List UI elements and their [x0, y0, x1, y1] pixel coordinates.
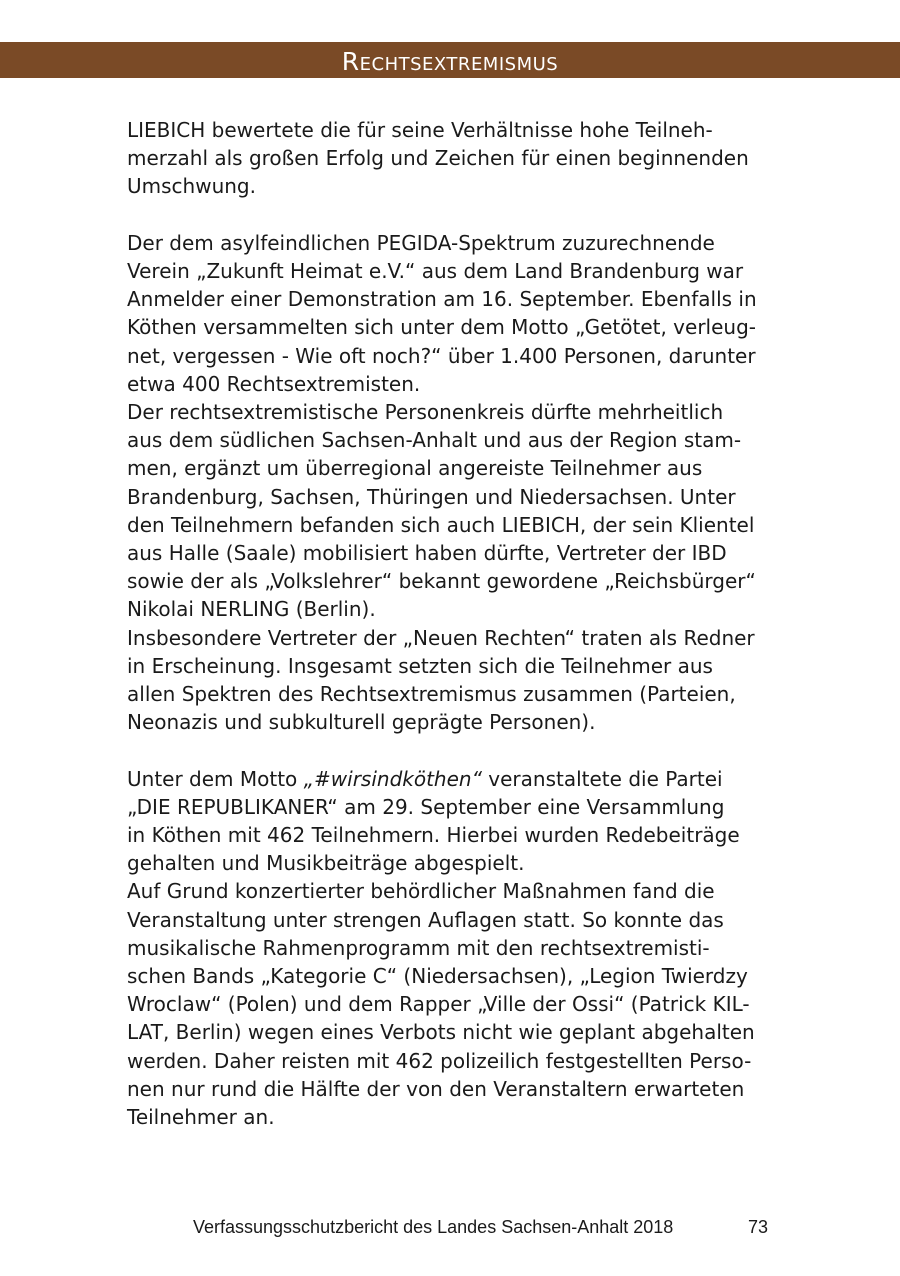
text-line: Veranstaltung unter strengen Auflagen statt. So konnte das	[127, 907, 724, 932]
motto-italic: „#wirsindköthen“	[303, 766, 482, 791]
text-line: Nikolai NERLING (Berlin).	[127, 597, 376, 622]
section-title: Rechtsextremismus	[341, 47, 559, 76]
text-line: Wroclaw“ (Polen) und dem Rapper „Ville der Ossi“ (Patrick KIL-	[127, 992, 750, 1017]
text-line: in Köthen mit 462 Teilnehmern. Hierbei wurden Redebeiträge	[127, 823, 740, 848]
paragraph-6	[127, 877, 777, 1131]
text-line: werden. Daher reisten mit 462 polizeilich festgestellten Perso-	[127, 1048, 752, 1073]
paragraph-4	[127, 624, 777, 737]
text-line: musikalische Rahmenprogramm mit den rechtsextremisti-	[127, 935, 710, 960]
paragraph-gap	[127, 736, 777, 764]
text-line: aus Halle (Saale) mobilisiert haben dürfte, Vertreter der IBD	[127, 541, 727, 566]
text-segment: veranstaltete die Partei	[481, 766, 723, 791]
text-line: Verein „Zukunft Heimat e.V.“ aus dem Land Brandenburg war	[127, 259, 744, 283]
text-line: men, ergänzt um überregional angereiste Teilnehmer aus	[127, 456, 703, 481]
text-line: sowie der als „Volkslehrer“ bekannt gewordene „Reichsbürger“	[127, 569, 756, 594]
paragraph-1	[127, 116, 777, 201]
text-line: Anmelder einer Demonstration am 16. September. Ebenfalls in	[127, 287, 757, 312]
text-line: schen Bands „Kategorie C“ (Niedersachsen), „Legion Twierdzy	[127, 964, 748, 989]
text-line: merzahl als großen Erfolg und Zeichen für einen beginnenden	[127, 146, 749, 171]
paragraph-gap	[127, 201, 777, 229]
text-line: gehalten und Musikbeiträge abgespielt.	[127, 851, 525, 876]
page-number: 73	[748, 1217, 769, 1237]
text-line: den Teilnehmern befanden sich auch LIEBICH, der sein Klientel	[127, 512, 755, 537]
text-line: etwa 400 Rechtsextremisten.	[127, 371, 421, 396]
text-line: Der dem asylfeindlichen PEGIDA-Spektrum zuzurechnende	[127, 230, 715, 255]
text-line: aus dem südlichen Sachsen-Anhalt und aus der Region stam-	[127, 428, 742, 453]
main-text	[127, 116, 777, 1131]
page-footer	[0, 1214, 900, 1240]
paragraph-2	[127, 229, 777, 398]
text-line: Insbesondere Vertreter der „Neuen Rechten“ traten als Redner	[127, 625, 755, 650]
text-line: Umschwung.	[127, 174, 256, 199]
text-line	[127, 765, 777, 793]
text-line: net, vergessen - Wie oft noch?“ über 1.400 Personen, darunter	[127, 343, 756, 368]
text-line: LAT, Berlin) wegen eines Verbots nicht wie geplant abgehalten	[127, 1020, 755, 1045]
text-line: nen nur rund die Hälfte der von den Veranstaltern erwarteten	[127, 1076, 745, 1101]
text-line: allen Spektren des Rechtsextremismus zusammen (Parteien,	[127, 682, 736, 707]
text-line: Neonazis und subkulturell geprägte Personen).	[127, 710, 596, 735]
paragraph-5	[127, 765, 777, 878]
text-line: in Erscheinung. Insgesamt setzten sich die Teilnehmer aus	[127, 653, 713, 678]
paragraph-3	[127, 398, 777, 624]
text-line: Teilnehmer an.	[127, 1105, 275, 1130]
text-line: Brandenburg, Sachsen, Thüringen und Niedersachsen. Unter	[127, 484, 736, 509]
text-segment: Unter dem Motto	[127, 766, 304, 791]
text-line: Der rechtsextremistische Personenkreis dürfte mehrheitlich	[127, 400, 724, 425]
text-line: LIEBICH bewertete die für seine Verhältnisse hohe Teilneh-	[127, 118, 713, 142]
text-line: „DIE REPUBLIKANER“ am 29. September eine Versammlung	[127, 794, 725, 819]
text-line: Köthen versammelten sich unter dem Motto „Getötet, verleug-	[127, 315, 756, 340]
text-line: Auf Grund konzertierter behördlicher Maßnahmen fand die	[127, 879, 715, 904]
footer-publication-title: Verfassungsschutzbericht des Landes Sachsen-Anhalt 2018	[193, 1217, 674, 1237]
